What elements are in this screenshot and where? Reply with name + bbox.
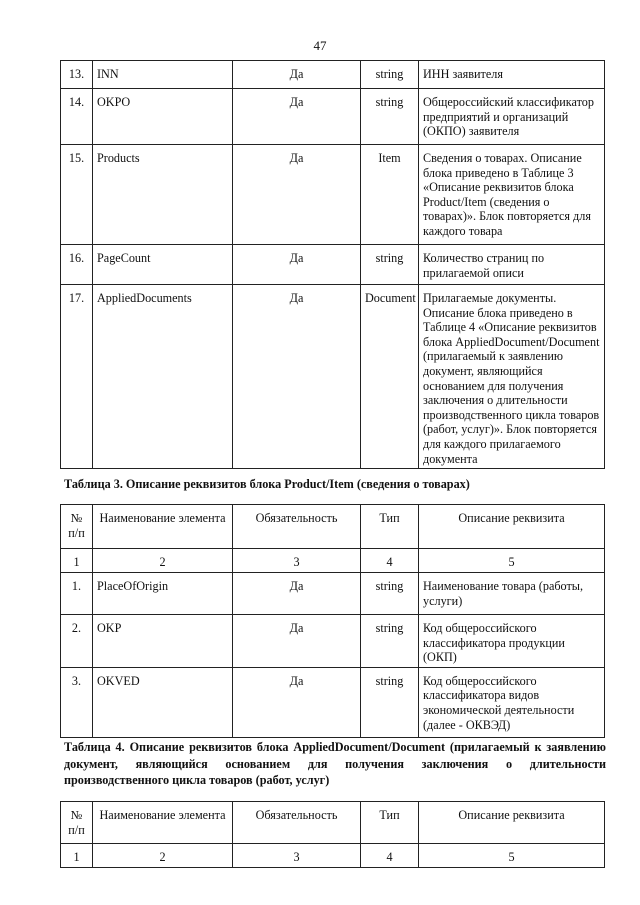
required-cell: Да	[233, 145, 361, 245]
index-cell: 4	[361, 549, 419, 573]
table-header-row	[61, 505, 605, 549]
header-type: Тип	[361, 802, 419, 844]
index-cell: 1	[61, 549, 93, 573]
table-row	[61, 615, 605, 668]
header-type: Тип	[361, 505, 419, 549]
type-cell: string	[361, 89, 419, 145]
description-cell: Код общероссийского классификатора видов экономической деятельности (далее - ОКВЭД)	[419, 667, 605, 737]
table-2-continuation	[60, 60, 605, 469]
index-cell: 5	[419, 844, 605, 868]
header-required: Обязательность	[233, 505, 361, 549]
type-cell: Item	[361, 145, 419, 245]
required-cell: Да	[233, 667, 361, 737]
element-name: OKPO	[93, 89, 233, 145]
header-description: Описание реквизита	[419, 505, 605, 549]
index-cell: 5	[419, 549, 605, 573]
header-description: Описание реквизита	[419, 802, 605, 844]
table-4-caption: Таблица 4. Описание реквизитов блока AppliedDocument/Document (прилагаемый к заявлению документ, являющийся основанием для получения заключения о длительности производственного цикла товаров (работ, услуг)	[64, 740, 606, 787]
description-cell: Прилагаемые документы. Описание блока приведено в Таблице 4 «Описание реквизитов блока AppliedDocument/Document (прилагаемый к заявлению документ, являющийся основанием для получения заключения о длительности производственного цикла товаров (работ, услуг)». Блок повторяется для каждого прилагаемого документа	[419, 285, 605, 469]
header-name: Наименование элемента	[93, 505, 233, 549]
index-cell: 1	[61, 844, 93, 868]
table-row	[61, 145, 605, 245]
element-name: Products	[93, 145, 233, 245]
element-name: AppliedDocuments	[93, 285, 233, 469]
element-name: OKP	[93, 615, 233, 668]
table-row	[61, 61, 605, 89]
index-cell: 3	[233, 844, 361, 868]
type-cell: string	[361, 573, 419, 615]
row-number: 3.	[61, 667, 93, 737]
type-cell: string	[361, 667, 419, 737]
row-number: 15.	[61, 145, 93, 245]
table-index-row	[61, 549, 605, 573]
index-cell: 2	[93, 549, 233, 573]
element-name: OKVED	[93, 667, 233, 737]
required-cell: Да	[233, 615, 361, 668]
row-number: 2.	[61, 615, 93, 668]
table-index-row	[61, 844, 605, 868]
row-number: 13.	[61, 61, 93, 89]
required-cell: Да	[233, 245, 361, 285]
type-cell: string	[361, 61, 419, 89]
row-number: 16.	[61, 245, 93, 285]
table-header-row	[61, 802, 605, 844]
type-cell: string	[361, 245, 419, 285]
description-cell: Общероссийский классификатор предприятий и организаций (ОКПО) заявителя	[419, 89, 605, 145]
row-number: 17.	[61, 285, 93, 469]
element-name: INN	[93, 61, 233, 89]
header-num: № п/п	[61, 505, 93, 549]
index-cell: 4	[361, 844, 419, 868]
type-cell: string	[361, 615, 419, 668]
table-3-caption: Таблица 3. Описание реквизитов блока Product/Item (сведения о товарах)	[64, 477, 470, 491]
element-name: PageCount	[93, 245, 233, 285]
required-cell: Да	[233, 89, 361, 145]
required-cell: Да	[233, 573, 361, 615]
required-cell: Да	[233, 61, 361, 89]
table-row	[61, 245, 605, 285]
table-row	[61, 573, 605, 615]
element-name: PlaceOfOrigin	[93, 573, 233, 615]
description-cell: Количество страниц по прилагаемой описи	[419, 245, 605, 285]
row-number: 1.	[61, 573, 93, 615]
page-number: 47	[313, 38, 327, 53]
index-cell: 2	[93, 844, 233, 868]
header-required: Обязательность	[233, 802, 361, 844]
table-3	[60, 504, 605, 738]
table-4	[60, 801, 605, 868]
description-cell: Наименование товара (работы, услуги)	[419, 573, 605, 615]
header-name: Наименование элемента	[93, 802, 233, 844]
row-number: 14.	[61, 89, 93, 145]
description-cell: ИНН заявителя	[419, 61, 605, 89]
description-cell: Сведения о товарах. Описание блока приведено в Таблице 3 «Описание реквизитов блока Product/Item (сведения о товарах)». Блок повторяется для каждого товара	[419, 145, 605, 245]
description-cell: Код общероссийского классификатора продукции (ОКП)	[419, 615, 605, 668]
table-row	[61, 89, 605, 145]
type-cell: Document	[361, 285, 419, 469]
table-row	[61, 285, 605, 469]
required-cell: Да	[233, 285, 361, 469]
table-row	[61, 667, 605, 737]
header-num: № п/п	[61, 802, 93, 844]
index-cell: 3	[233, 549, 361, 573]
